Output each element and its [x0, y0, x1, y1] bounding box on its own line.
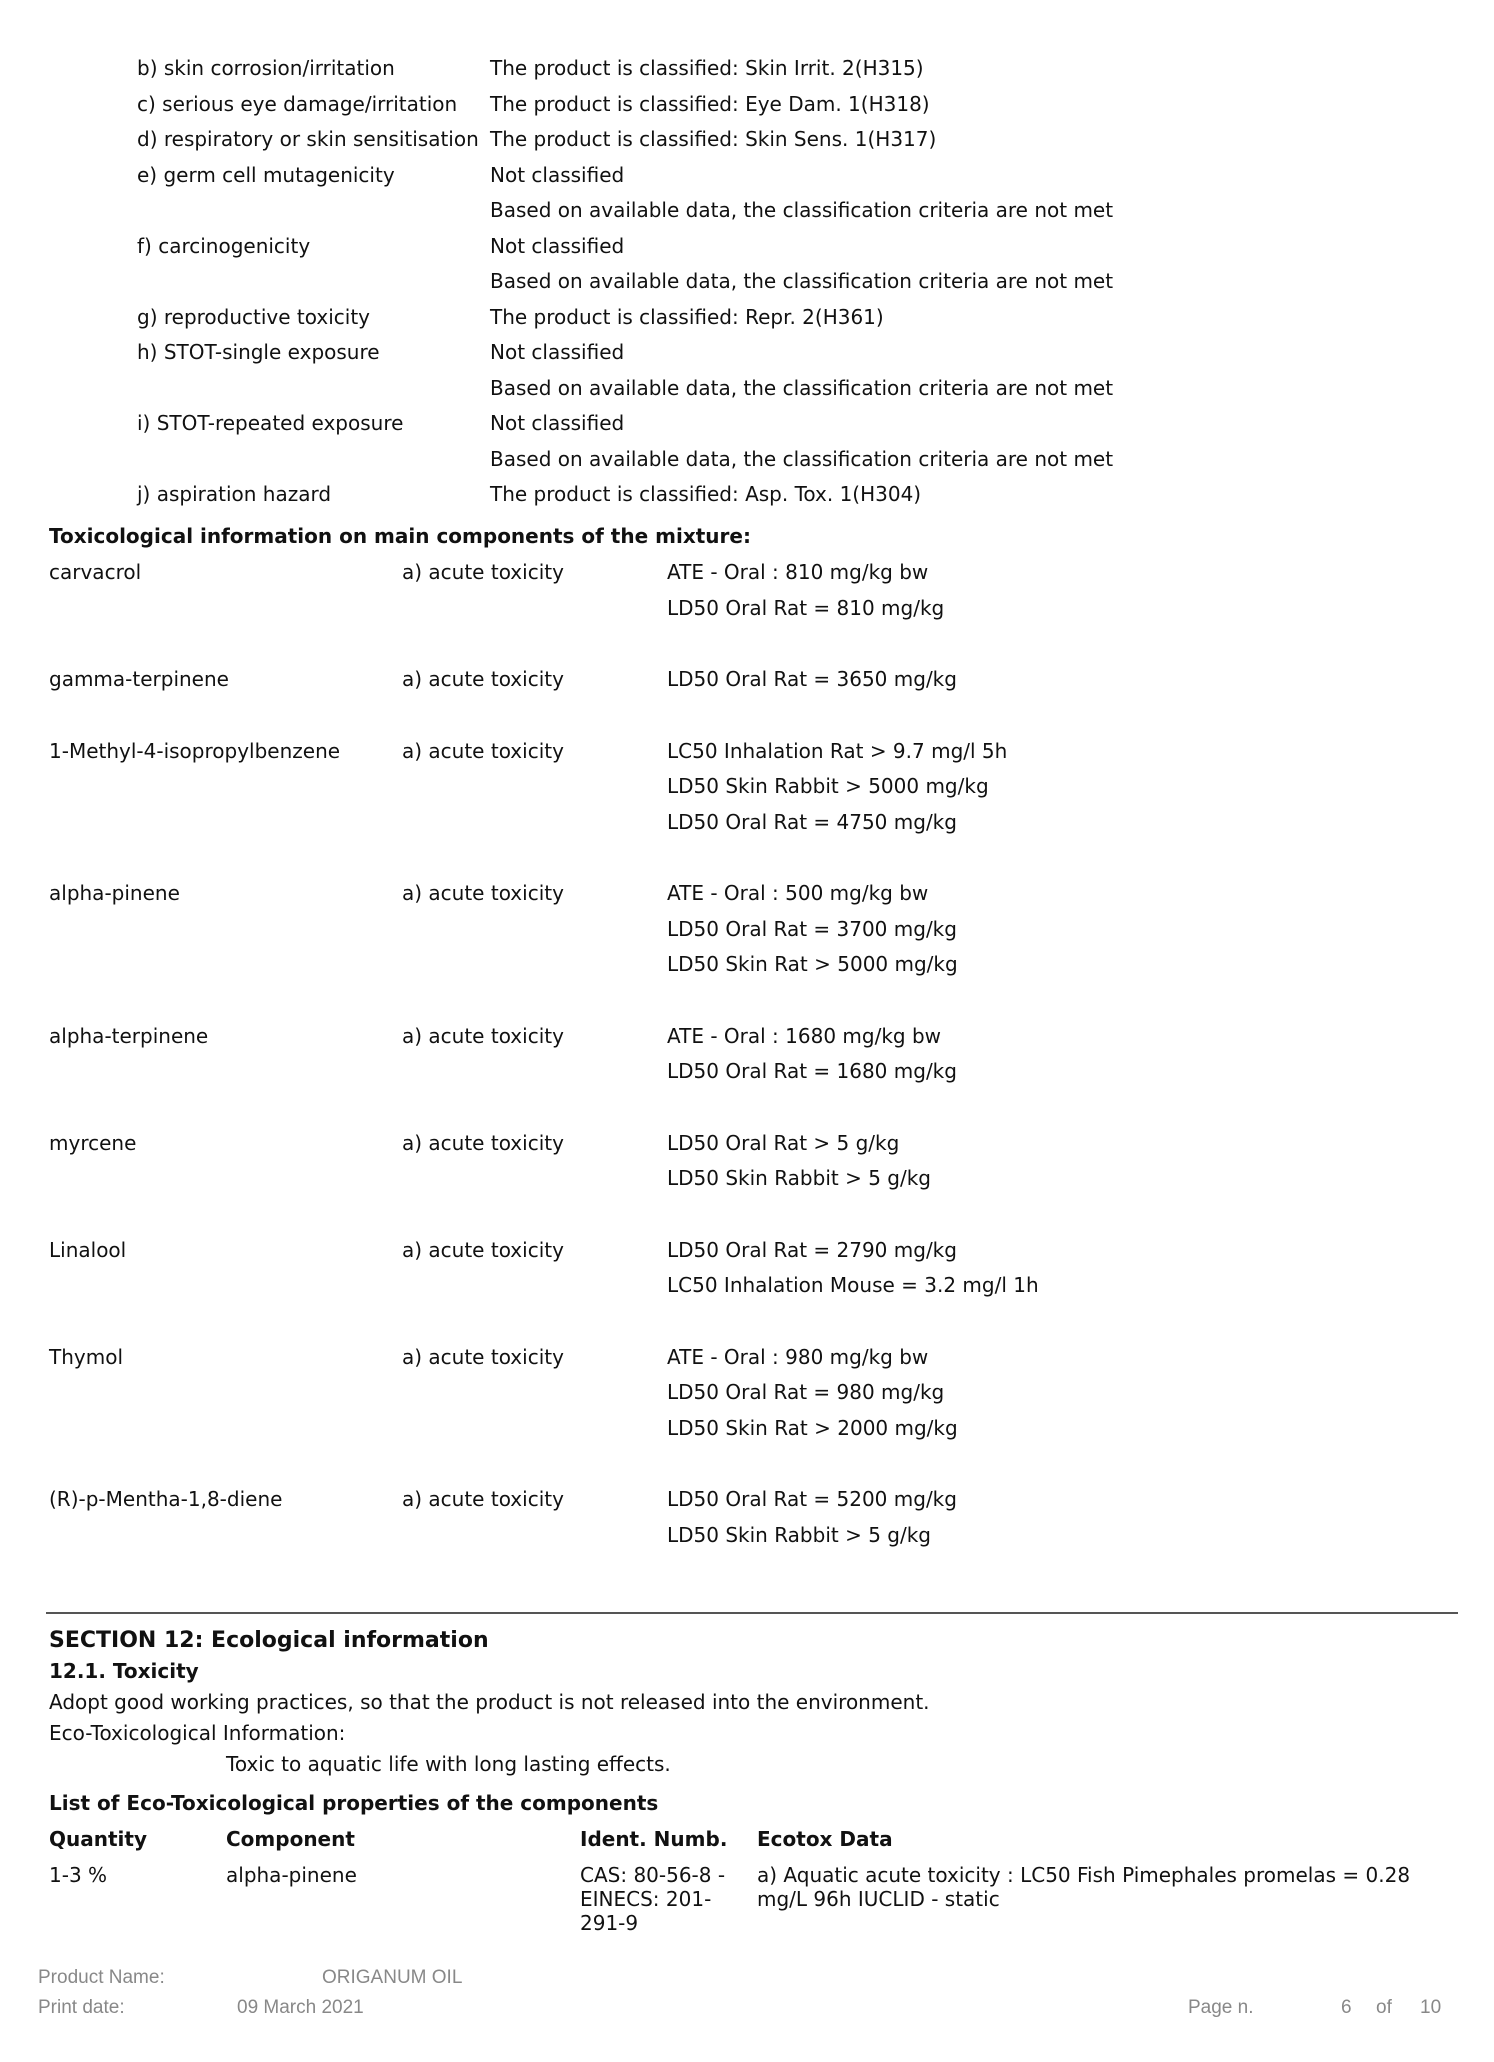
hazard-value: The product is classified: Skin Sens. 1(H317): [490, 127, 937, 151]
section-12-subtitle: 12.1. Toxicity: [49, 1659, 199, 1683]
component-tox-value: LD50 Skin Rat > 2000 mg/kg: [667, 1415, 958, 1440]
component-name: gamma-terpinene: [49, 667, 229, 691]
component-name: Thymol: [49, 1344, 124, 1369]
component-effect: a) acute toxicity: [402, 560, 564, 584]
component-effect: a) acute toxicity: [402, 1487, 564, 1511]
hazard-label: j) aspiration hazard: [137, 482, 332, 506]
section-12-text-3: Toxic to aquatic life with long lasting effects.: [226, 1752, 671, 1776]
component-effect: a) acute toxicity: [402, 1344, 564, 1369]
component-name: alpha-pinene: [49, 881, 180, 905]
component-effect: a) acute toxicity: [402, 1130, 564, 1155]
eco-row-component: alpha-pinene: [226, 1863, 357, 1887]
component-effect: a) acute toxicity: [402, 1237, 564, 1262]
component-tox-value: LD50 Oral Rat > 5 g/kg: [667, 1130, 900, 1155]
component-tox-value: LC50 Inhalation Mouse = 3.2 mg/l 1h: [667, 1273, 1039, 1297]
component-tox-value: ATE - Oral : 980 mg/kg bw: [667, 1344, 929, 1369]
component-name: Linalool: [49, 1237, 127, 1262]
component-tox-value: LD50 Oral Rat = 3650 mg/kg: [667, 667, 957, 691]
footer-page-total: 10: [1420, 1997, 1442, 2018]
hazard-value: The product is classified: Repr. 2(H361): [490, 304, 884, 329]
footer-product-label: Product Name:: [38, 1967, 165, 1988]
section-12-title: SECTION 12: Ecological information: [49, 1628, 489, 1653]
component-name: myrcene: [49, 1130, 137, 1155]
footer-page-num: 6: [1341, 1997, 1352, 2018]
component-tox-value: LD50 Oral Rat = 4750 mg/kg: [667, 809, 957, 834]
col-component-header: Component: [226, 1827, 355, 1851]
section-12-text-2: Eco-Toxicological Information:: [49, 1721, 346, 1745]
component-tox-value: LD50 Oral Rat = 5200 mg/kg: [667, 1487, 957, 1511]
component-tox-value: LD50 Oral Rat = 810 mg/kg: [667, 595, 945, 620]
hazard-value: The product is classified: Skin Irrit. 2(H315): [490, 56, 924, 80]
hazard-label: f) carcinogenicity: [137, 233, 311, 258]
component-tox-value: LD50 Skin Rabbit > 5 g/kg: [667, 1522, 931, 1547]
component-tox-value: ATE - Oral : 1680 mg/kg bw: [667, 1023, 942, 1048]
component-tox-value: LD50 Skin Rat > 5000 mg/kg: [667, 952, 958, 976]
component-name: 1-Methyl-4-isopropylbenzene: [49, 738, 341, 763]
hazard-value: Not classified: [490, 411, 625, 435]
hazard-label: e) germ cell mutagenicity: [137, 162, 395, 187]
component-tox-value: LD50 Oral Rat = 3700 mg/kg: [667, 916, 957, 941]
component-tox-value: LC50 Inhalation Rat > 9.7 mg/l 5h: [667, 738, 1008, 763]
component-tox-value: LD50 Oral Rat = 1680 mg/kg: [667, 1059, 957, 1083]
eco-list-heading: List of Eco-Toxicological properties of the components: [49, 1791, 659, 1815]
hazard-value: Not classified: [490, 340, 625, 364]
eco-row-ident: CAS: 80-56-8 - EINECS: 201-291-9: [580, 1863, 726, 1935]
component-tox-value: LD50 Skin Rabbit > 5000 mg/kg: [667, 774, 989, 798]
eco-row-ecotox: a) Aquatic acute toxicity : LC50 Fish Pimephales promelas = 0.28 mg/L 96h IUCLID - static: [757, 1863, 1411, 1911]
col-ident-header: Ident. Numb.: [580, 1827, 728, 1851]
hazard-value: The product is classified: Asp. Tox. 1(H304): [490, 482, 922, 506]
component-tox-value: LD50 Oral Rat = 980 mg/kg: [667, 1380, 945, 1404]
tox-components-heading: Toxicological information on main components of the mixture:: [49, 524, 751, 548]
hazard-label: c) serious eye damage/irritation: [137, 91, 458, 116]
footer-print-value: 09 March 2021: [237, 1997, 364, 2018]
hazard-value: Not classified: [490, 162, 625, 187]
hazard-value: Based on available data, the classification criteria are not met: [490, 446, 1114, 471]
hazard-value: The product is classified: Eye Dam. 1(H318): [490, 91, 930, 116]
hazard-label: b) skin corrosion/irritation: [137, 56, 395, 80]
hazard-label: g) reproductive toxicity: [137, 304, 371, 329]
hazard-value: Based on available data, the classification criteria are not met: [490, 269, 1114, 293]
footer-of-label: of: [1376, 1997, 1392, 2018]
footer-print-label: Print date:: [38, 1997, 125, 2018]
hazard-label: i) STOT-repeated exposure: [137, 411, 404, 435]
component-tox-value: LD50 Skin Rabbit > 5 g/kg: [667, 1166, 931, 1190]
section-divider: [46, 1612, 1458, 1614]
hazard-value: Based on available data, the classification criteria are not met: [490, 198, 1114, 222]
component-name: carvacrol: [49, 560, 142, 584]
hazard-value: Not classified: [490, 233, 625, 258]
component-effect: a) acute toxicity: [402, 667, 564, 691]
hazard-value: Based on available data, the classification criteria are not met: [490, 375, 1114, 400]
footer-page-label: Page n.: [1188, 1997, 1254, 2018]
hazard-label: d) respiratory or skin sensitisation: [137, 127, 479, 151]
footer-product-value: ORIGANUM OIL: [322, 1967, 463, 1988]
component-name: (R)-p-Mentha-1,8-diene: [49, 1487, 283, 1511]
component-effect: a) acute toxicity: [402, 738, 564, 763]
component-tox-value: ATE - Oral : 500 mg/kg bw: [667, 881, 929, 905]
section-12-text-1: Adopt good working practices, so that the product is not released into the environment.: [49, 1690, 930, 1714]
component-tox-value: LD50 Oral Rat = 2790 mg/kg: [667, 1237, 957, 1262]
col-quantity-header: Quantity: [49, 1827, 147, 1851]
component-effect: a) acute toxicity: [402, 1023, 564, 1048]
component-tox-value: ATE - Oral : 810 mg/kg bw: [667, 560, 929, 584]
component-effect: a) acute toxicity: [402, 881, 564, 905]
hazard-label: h) STOT-single exposure: [137, 340, 380, 364]
component-name: alpha-terpinene: [49, 1023, 209, 1048]
col-ecotox-header: Ecotox Data: [757, 1827, 893, 1851]
eco-row-quantity: 1-3 %: [49, 1863, 108, 1887]
